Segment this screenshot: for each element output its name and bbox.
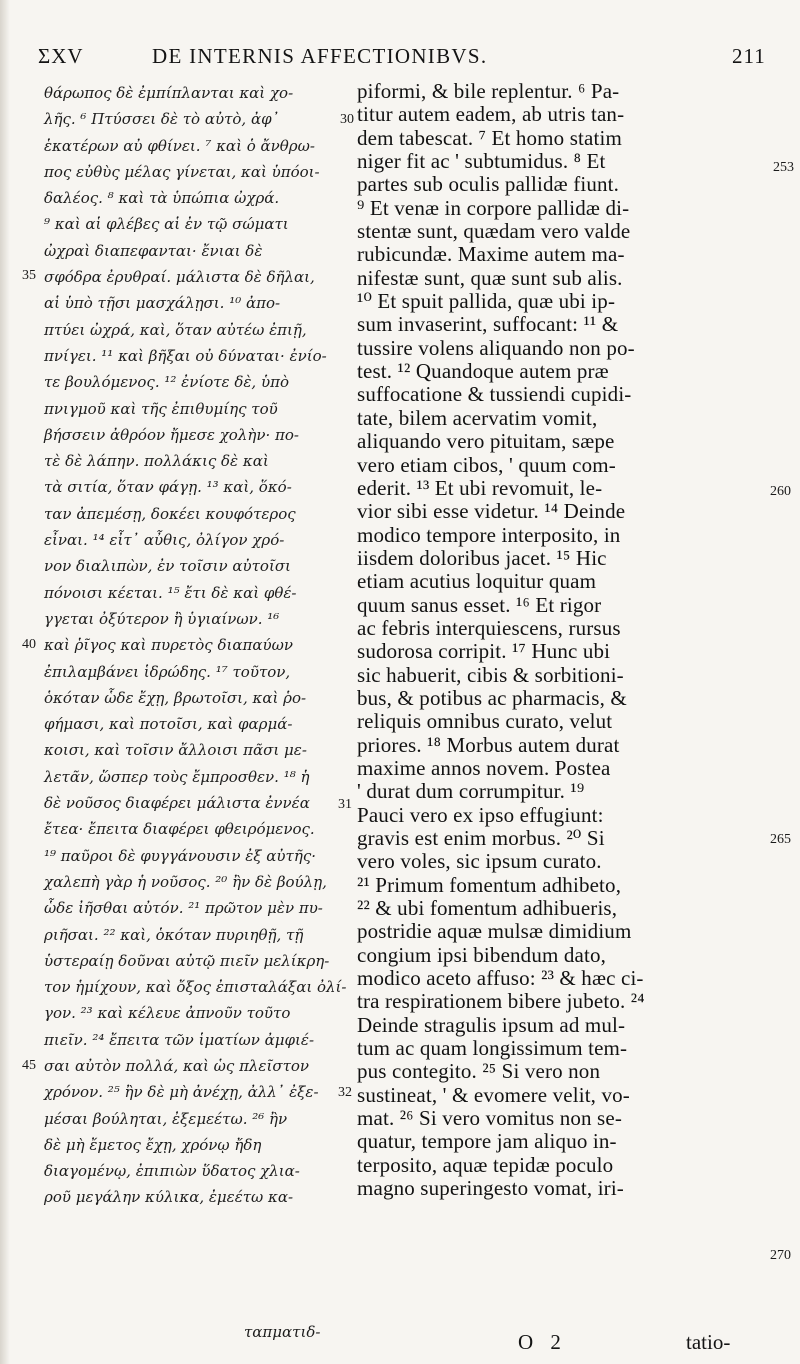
latin-text-column [357, 80, 743, 1201]
text-line: quum sanus esset. ¹⁶ Et rigor [357, 592, 602, 617]
text-line: vior sibi esse videtur. ¹⁴ Deinde [357, 499, 626, 524]
text-line: λῆς. ⁶ Πτύσσει δὲ τὸ αὐτὸ, ἀφ᾽ [44, 110, 280, 129]
text-line: χρόνον. ²⁵ ἢν δὲ μὴ ἀνέχῃ, ἀλλ᾽ ἐξε- [44, 1083, 319, 1102]
text-line: Deinde stragulis ipsum ad mul- [357, 1012, 626, 1037]
text-line: niger fit ac ' subtumidus. ⁸ Et [357, 149, 606, 174]
text-line: τὲ δὲ λάπην. πολλάκις δὲ καὶ [44, 452, 269, 471]
text-line: titur autem eadem, ab utris tan- [357, 102, 625, 127]
text-line: γγεται ὀξύτερον ἢ ὑγιαίνων. ¹⁶ [44, 609, 280, 628]
margin-line-number: 270 [770, 1248, 791, 1263]
text-line: ἑκατέρων αὐ φθίνει. ⁷ καὶ ὁ ἄνθρω- [44, 136, 315, 155]
text-line: ἔτεα· ἔπειτα διαφέρει φθειρόμενος. [44, 820, 315, 839]
text-line: ὁκόταν ὧδε ἔχῃ, βρωτοῖσι, καὶ ῥο- [44, 688, 307, 707]
greek-catchword: ταπματιδ- [244, 1323, 321, 1341]
text-line: congium ipsi bibendum dato, [357, 942, 607, 967]
text-line: μέσαι βούληται, ἐξεμεέτω. ²⁶ ἢν [44, 1109, 288, 1128]
text-line: πιεῖν. ²⁴ ἔπειτα τῶν ἱματίων ἀμφιέ- [44, 1030, 315, 1049]
text-line: nifestæ sunt, quæ sunt sub alis. [357, 265, 623, 290]
text-line: stentæ sunt, quædam vero valde [357, 219, 631, 244]
text-line: priores. ¹⁸ Morbus autem durat [357, 732, 620, 757]
text-line: rubicundæ. Maxime autem ma- [357, 242, 625, 267]
text-line: λετᾶν, ὥσπερ τοὺς ἔμπροσθεν. ¹⁸ ἡ [44, 767, 310, 786]
text-line: sic habuerit, cibis & sorbitioni- [357, 662, 624, 687]
latin-catchword: tatio- [686, 1330, 731, 1354]
text-line: maxime annos novem. Postea [357, 755, 611, 780]
text-line: ροῦ μεγάλην κύλικα, ἐμεέτω κα- [44, 1188, 294, 1207]
page-number: 211 [732, 44, 766, 68]
text-line: εἶναι. ¹⁴ εἶτ᾽ αὖθις, ὀλίγον χρό- [44, 531, 285, 550]
text-line: χαλεπὴ γὰρ ἡ νοῦσος. ²⁰ ἢν δὲ βούλῃ, [44, 872, 327, 891]
text-line: πόνοισι κέεται. ¹⁵ ἔτι δὲ καὶ φθέ- [44, 583, 297, 602]
text-line: τὰ σιτία, ὅταν φάγῃ. ¹³ καὶ, ὅκό- [44, 478, 292, 497]
text-line: καὶ ῥῖγος καὶ πυρετὸς διαπαύων [44, 636, 293, 655]
text-line: dem tabescat. ⁷ Et homo statim [357, 125, 622, 150]
margin-line-number: 35 [22, 268, 36, 283]
text-line: terposito, aquæ tepidæ poculo [357, 1152, 614, 1177]
text-line: tate, bilem acervatim vomit, [357, 405, 598, 430]
text-line: postridie aquæ mulsæ dimidium [357, 919, 632, 944]
text-line: φήμασι, καὶ ποτοῖσι, καὶ φαρμά- [44, 715, 293, 734]
text-line: mat. ²⁶ Si vero vomitus non se- [357, 1106, 622, 1131]
text-line: ²² & ubi fomentum adhibueris, [357, 896, 618, 921]
margin-line-number: 31 [338, 797, 352, 812]
text-line: sustineat, ' & evomere velit, vo- [357, 1082, 630, 1107]
text-line: ὧδε ἰῆσθαι αὐτόν. ²¹ πρῶτον μὲν πυ- [44, 899, 323, 918]
text-line: ' durat dum corrumpitur. ¹⁹ [357, 779, 585, 804]
margin-line-number: 260 [770, 484, 791, 499]
text-line: ederit. ¹³ Et ubi revomuit, le- [357, 475, 603, 500]
text-line: test. ¹² Quandoque autem præ [357, 359, 609, 384]
margin-line-number: 45 [22, 1058, 36, 1073]
margin-line-number: 32 [338, 1085, 352, 1100]
text-line: tussire volens aliquando non po- [357, 335, 635, 360]
text-line: piformi, & bile replentur. ⁶ Pa- [357, 79, 620, 103]
running-header [0, 44, 800, 74]
text-line: modico tempore interposito, in [357, 522, 621, 547]
text-line: aliquando vero pituitam, sæpe [357, 429, 615, 454]
text-line: γον. ²³ καὶ κέλευε ἀπνοῦν τοῦτο [44, 1004, 291, 1023]
text-line: partes sub oculis pallidæ fiunt. [357, 172, 620, 197]
text-line: vero etiam cibos, ' quum com- [357, 452, 616, 477]
text-line: ὑστεραίῃ δοῦναι αὐτῷ πιεῖν μελίκρη- [44, 951, 330, 970]
text-line: ¹⁰ Et spuit pallida, quæ ubi ip- [357, 289, 616, 314]
text-line: etiam acutius loquitur quam [357, 569, 597, 594]
text-line: vero voles, sic ipsum curato. [357, 849, 602, 874]
text-line: ριῆσαι. ²² καὶ, ὁκόταν πυριηθῇ, τῇ [44, 925, 304, 944]
margin-line-number: 30 [340, 112, 354, 127]
text-line: τον ἡμίχουν, καὶ ὄξος ἐπισταλάξαι ὀλί- [44, 978, 347, 997]
text-line: δὲ νοῦσος διαφέρει μάλιστα ἐννέα [44, 794, 310, 813]
header-section-mark: ΣΧV [38, 44, 84, 68]
text-line: πτύει ὠχρά, καὶ, ὅταν αὐτέω ἐπιῇ, [44, 320, 307, 339]
text-line: πος εὐθὺς μέλας γίνεται, καὶ ὑπόοι- [44, 162, 320, 181]
text-line: pus contegito. ²⁵ Si vero non [357, 1059, 601, 1084]
text-line: βήσσειν ἀθρόον ἤμεσε χολὴν· πο- [44, 425, 299, 444]
text-line: πνιγμοῦ καὶ τῆς ἐπιθυμίης τοῦ [44, 399, 278, 418]
text-line: Pauci vero ex ipso effugiunt: [357, 802, 604, 827]
text-line: κοισι, καὶ τοῖσιν ἄλλοισι πᾶσι με- [44, 741, 307, 760]
text-line: sudorosa corripit. ¹⁷ Hunc ubi [357, 639, 611, 664]
text-line: magno superingesto vomat, iri- [357, 1176, 624, 1201]
text-line: ἐπιλαμβάνει ἱδρώδης. ¹⁷ τοῦτον, [44, 662, 291, 681]
text-line: ²¹ Primum fomentum adhibeto, [357, 872, 622, 897]
text-line: reliquis omnibus curato, velut [357, 709, 613, 734]
text-line: δὲ μὴ ἔμετος ἔχῃ, χρόνῳ ἤδη [44, 1135, 262, 1154]
text-line: νον διαλιπὼν, ἐν τοῖσιν αὐτοῖσι [44, 557, 291, 576]
page-edge-shadow [0, 0, 10, 1364]
margin-line-number: 253 [773, 160, 794, 175]
text-line: ⁹ Et venæ in corpore pallidæ di- [357, 195, 630, 220]
text-line: quatur, tempore jam aliquo in- [357, 1129, 617, 1154]
text-line: sum invaserint, suffocant: ¹¹ & [357, 312, 619, 337]
header-title: DE INTERNIS AFFECTIONIBVS. [152, 44, 488, 68]
text-line: τε βουλόμενος. ¹² ἐνίοτε δὲ, ὑπὸ [44, 373, 289, 392]
text-line: iisdem doloribus jacet. ¹⁵ Hic [357, 545, 607, 570]
text-line: tra respirationem bibere jubeto. ²⁴ [357, 989, 645, 1014]
text-line: διαγομένῳ, ἐπιπιὼν ὕδατος χλια- [44, 1162, 300, 1181]
text-line: ac febris interquiescens, rursus [357, 615, 621, 640]
text-line: gravis est enim morbus. ²⁰ Si [357, 826, 605, 850]
text-line: σαι αὐτὸν πολλά, καὶ ὡς πλεῖστον [44, 1056, 310, 1075]
text-line: ταν ἀπεμέσῃ, δοκέει κουφότερος [44, 504, 296, 523]
text-line: αἱ ὑπὸ τῇσι μασχάλῃσι. ¹⁰ ἀπο- [44, 294, 281, 313]
text-line: πνίγει. ¹¹ καὶ βῆξαι οὐ δύναται· ἐνίο- [44, 346, 327, 365]
text-line: tum ac quam longissimum tem- [357, 1036, 628, 1061]
text-line: bus, & potibus ac pharmacis, & [357, 685, 627, 710]
signature-mark: O 2 [518, 1330, 567, 1354]
text-line: suffocatione & tussiendi cupidi- [357, 382, 632, 407]
text-line: modico aceto affuso: ²³ & hæc ci- [357, 966, 644, 991]
text-line: ὠχραὶ διαπεφανται· ἔνιαι δὲ [44, 241, 263, 260]
margin-line-number: 40 [22, 637, 36, 652]
text-line: σφόδρα ἐρυθραί. μάλιστα δὲ δῆλαι, [44, 268, 315, 287]
text-line: θάρωπος δὲ ἐμπίπλανται καὶ χο- [44, 84, 294, 102]
text-line: δαλέος. ⁸ καὶ τὰ ὑπώπια ὠχρά. [44, 189, 280, 208]
text-line: ⁹ καὶ αἱ φλέβες αἱ ἐν τῷ σώματι [44, 215, 289, 234]
margin-line-number: 265 [770, 832, 791, 847]
text-line: ¹⁹ παῦροι δὲ φυγγάνουσιν ἐξ αὐτῆς· [44, 846, 316, 865]
